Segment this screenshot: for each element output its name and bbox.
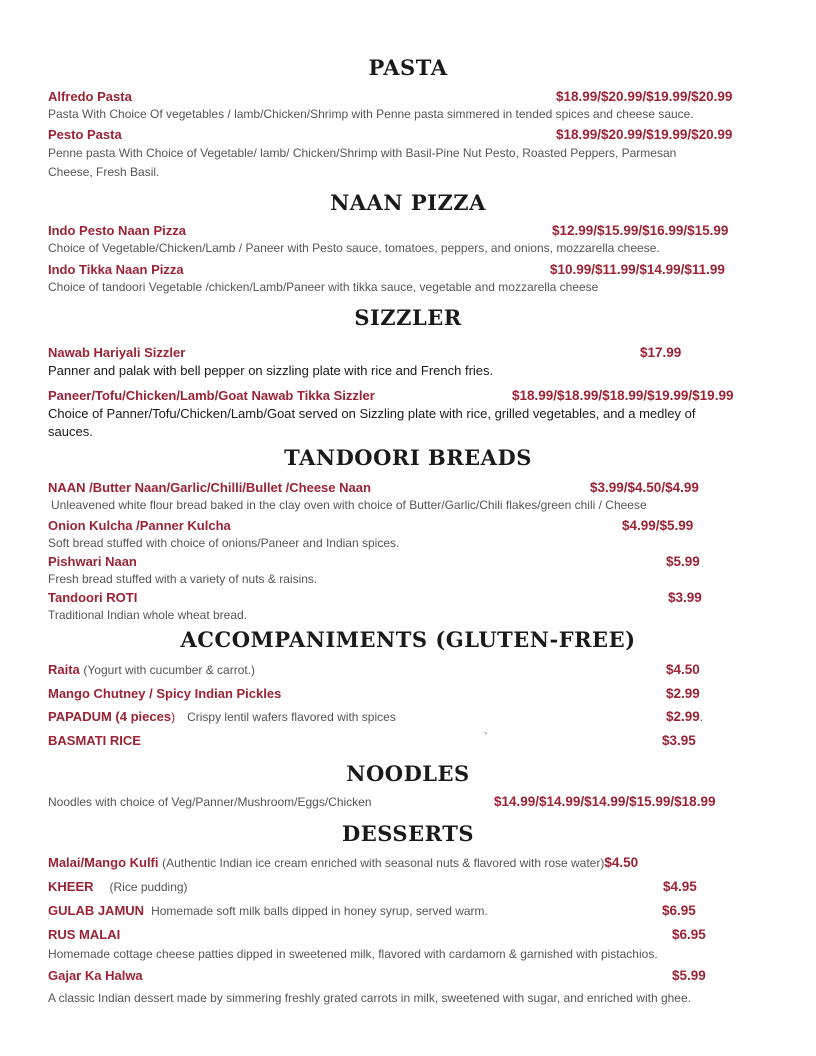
item-description: Fresh bread stuffed with a variety of nuts & raisins. bbox=[48, 572, 318, 586]
item-price: $18.99/$18.99/$18.99/$19.99/$19.99 bbox=[512, 388, 734, 403]
item-price: $3.95 bbox=[662, 733, 696, 748]
item-description: Choice of Panner/Tofu/Chicken/Lamb/Goat served on Sizzling plate with rice, grilled vegetables, and a medley of bbox=[48, 406, 696, 421]
item-price: $2.99 bbox=[666, 686, 700, 701]
item-name: BASMATI RICE bbox=[48, 733, 141, 748]
item-price: $4.95 bbox=[663, 879, 697, 894]
item-note: (Authentic Indian ice cream enriched with seasonal nuts & flavored with rose water) bbox=[162, 856, 605, 870]
item-price: $6.95 bbox=[672, 927, 706, 942]
item-name: Indo Tikka Naan Pizza bbox=[48, 262, 184, 277]
item-price: $10.99/$11.99/$14.99/$11.99 bbox=[550, 262, 725, 277]
item-price: $2.99. bbox=[666, 709, 704, 724]
item-description: Panner and palak with bell pepper on sizzling plate with rice and French fries. bbox=[48, 363, 494, 378]
item-price: $17.99 bbox=[640, 345, 682, 360]
item-name: Nawab Hariyali Sizzler bbox=[48, 345, 186, 360]
section-heading-naan-pizza: NAAN PIZZA bbox=[330, 190, 486, 215]
item-price: $3.99 bbox=[668, 590, 702, 605]
item-name: Onion Kulcha /Panner Kulcha bbox=[48, 518, 231, 533]
item-price: $4.50 bbox=[604, 855, 639, 870]
stray-mark: ` bbox=[484, 730, 488, 744]
item-name: Indo Pesto Naan Pizza bbox=[48, 223, 186, 238]
item-note: Homemade soft milk balls dipped in honey syrup, served warm. bbox=[151, 904, 488, 918]
item-description: Penne pasta With Choice of Vegetable/ lamb/ Chicken/Shrimp with Basil-Pine Nut Pesto, Roasted Peppers, Parmesan bbox=[48, 146, 677, 160]
section-heading-desserts: DESSERTS bbox=[342, 821, 474, 846]
item-price: $12.99/$15.99/$16.99/$15.99 bbox=[552, 223, 729, 238]
section-heading-pasta: PASTA bbox=[368, 55, 448, 80]
item-name: Pesto Pasta bbox=[48, 127, 122, 142]
item-name: Pishwari Naan bbox=[48, 554, 137, 569]
item-price: $3.99/$4.50/$4.99 bbox=[590, 480, 699, 495]
item-name: GULAB JAMUN Homemade soft milk balls dipped in honey syrup, served warm. bbox=[48, 903, 488, 918]
item-price: $6.95 bbox=[662, 903, 696, 918]
item-name: NAAN /Butter Naan/Garlic/Chilli/Bullet /Cheese Naan bbox=[48, 480, 371, 495]
item-price: $4.99/$5.99 bbox=[622, 518, 694, 533]
item-name: Paneer/Tofu/Chicken/Lamb/Goat Nawab Tikka Sizzler bbox=[48, 388, 375, 403]
item-name: Malai/Mango Kulfi (Authentic Indian ice cream enriched with seasonal nuts & flavored with rose water)$4.50 bbox=[48, 855, 639, 870]
item-description: Choice of tandoori Vegetable /chicken/Lamb/Paneer with tikka sauce, vegetable and mozzarella cheese bbox=[48, 280, 599, 294]
item-note: (Yogurt with cucumber & carrot.) bbox=[83, 663, 256, 677]
item-name: RUS MALAI bbox=[48, 927, 121, 942]
item-description: Soft bread stuffed with choice of onions/Paneer and Indian spices. bbox=[48, 536, 400, 550]
item-name: Tandoori ROTI bbox=[48, 590, 138, 605]
item-description: Unleavened white flour bread baked in the clay oven with choice of Butter/Garlic/Chili flakes/green chili / Cheese bbox=[51, 498, 647, 512]
section-heading-tandoori-breads: TANDOORI BREADS bbox=[284, 445, 532, 470]
item-description: Noodles with choice of Veg/Panner/Mushroom/Eggs/Chicken bbox=[48, 795, 372, 809]
item-price: $18.99/$20.99/$19.99/$20.99 bbox=[556, 89, 733, 104]
item-name: Gajar Ka Halwa bbox=[48, 968, 143, 983]
item-price: $5.99 bbox=[666, 554, 700, 569]
item-price: $5.99 bbox=[672, 968, 706, 983]
item-note: (Rice pudding) bbox=[109, 880, 188, 894]
item-description: Pasta With Choice Of vegetables / lamb/Chicken/Shrimp with Penne pasta simmered in tended spices and cheese sauce. bbox=[48, 107, 694, 121]
item-note: Crispy lentil wafers flavored with spices bbox=[187, 710, 396, 724]
item-description: Homemade cottage cheese patties dipped in sweetened milk, flavored with cardamom & garnished with pistachios. bbox=[48, 947, 658, 961]
item-price: $4.50 bbox=[666, 662, 700, 677]
item-name: Alfredo Pasta bbox=[48, 89, 132, 104]
item-name: PAPADUM (4 pieces) Crispy lentil wafers flavored with spices bbox=[48, 709, 396, 724]
item-description: A classic Indian dessert made by simmering freshly grated carrots in milk, sweetened with sugar, and enriched with ghee. bbox=[48, 991, 691, 1005]
section-heading-accompaniments: ACCOMPANIMENTS (GLUTEN-FREE) bbox=[180, 627, 636, 652]
item-price: $14.99/$14.99/$14.99/$15.99/$18.99 bbox=[494, 794, 716, 809]
item-name: KHEER (Rice pudding) bbox=[48, 879, 188, 894]
item-description: Traditional Indian whole wheat bread. bbox=[48, 608, 248, 622]
item-price: $18.99/$20.99/$19.99/$20.99 bbox=[556, 127, 733, 142]
item-description: sauces. bbox=[48, 424, 93, 439]
item-description: Choice of Vegetable/Chicken/Lamb / Paneer with Pesto sauce, tomatoes, peppers, and onions, mozzarella cheese. bbox=[48, 241, 660, 255]
item-description: Cheese, Fresh Basil. bbox=[48, 165, 160, 179]
item-name: Raita (Yogurt with cucumber & carrot.) bbox=[48, 662, 256, 677]
section-heading-noodles: NOODLES bbox=[346, 761, 470, 786]
section-heading-sizzler: SIZZLER bbox=[354, 305, 462, 330]
item-name: Mango Chutney / Spicy Indian Pickles bbox=[48, 686, 282, 701]
